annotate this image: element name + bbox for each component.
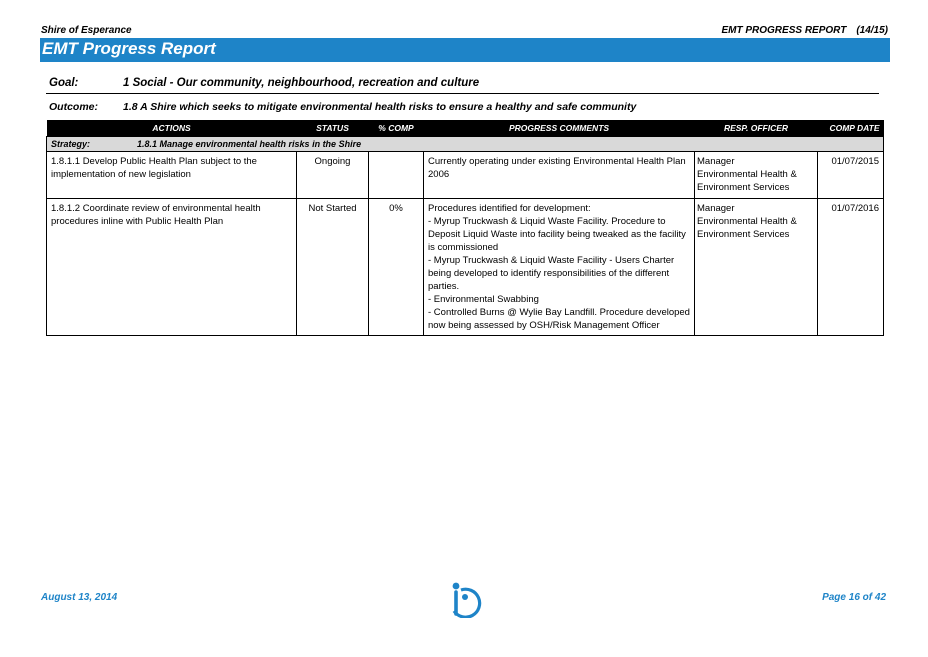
table-row [47, 199, 884, 336]
action-cell: 1.8.1.1 Develop Public Health Plan subject to the implementation of new legislation [47, 152, 297, 199]
officer-cell: Manager Environmental Health & Environment Services [695, 152, 818, 199]
shire-logo-icon [442, 578, 488, 618]
comp-cell [369, 152, 424, 199]
status-cell: Not Started [297, 199, 369, 336]
strategy-label: Strategy: [51, 139, 91, 149]
strategy-cell [47, 137, 884, 152]
col-header-date: COMP DATE [818, 120, 884, 137]
report-label [721, 25, 888, 36]
comp-cell: 0% [369, 199, 424, 336]
officer-cell: Manager Environmental Health & Environment Services [695, 199, 818, 336]
comments-cell: Procedures identified for development: - Myrup Truckwash & Liquid Waste Facility. Procedure to Deposit Liquid Waste into facility being tweaked as the facility is commissioned - Myrup Truckwash & Liquid Waste Facility - Users Charter being developed to identify responsibilities of the different parties. - Environmental Swabbing - Controlled Burns @ Wylie Bay Landfill. Procedure developed now being assessed by OSH/Risk Management Officer [424, 199, 695, 336]
footer-date: August 13, 2014 [41, 592, 118, 603]
goal-divider [46, 93, 879, 94]
report-label-text: EMT PROGRESS REPORT [721, 25, 847, 36]
page-title: EMT Progress Report [42, 39, 216, 58]
org-name: Shire of Esperance [41, 25, 132, 36]
report-page-fraction: (14/15) [856, 25, 888, 36]
action-cell: 1.8.1.2 Coordinate review of environmental health procedures inline with Public Health Plan [47, 199, 297, 336]
col-header-comments: PROGRESS COMMENTS [424, 120, 695, 137]
date-cell: 01/07/2016 [818, 199, 884, 336]
table-row [47, 152, 884, 199]
col-header-comp: % COMP [369, 120, 424, 137]
footer-page-number: Page 16 of 42 [822, 592, 886, 603]
col-header-status: STATUS [297, 120, 369, 137]
goal-label: Goal: [49, 77, 79, 89]
outcome-label: Outcome: [49, 101, 99, 113]
title-banner [40, 38, 890, 62]
comments-cell: Currently operating under existing Environmental Health Plan 2006 [424, 152, 695, 199]
strategy-text: 1.8.1 Manage environmental health risks in the Shire [137, 139, 362, 149]
goal-text: 1 Social - Our community, neighbourhood, recreation and culture [123, 77, 480, 89]
status-cell: Ongoing [297, 152, 369, 199]
strategy-row [47, 137, 884, 152]
goal-line [49, 77, 479, 89]
outcome-text: 1.8 A Shire which seeks to mitigate environmental health risks to ensure a healthy and safe community [123, 101, 637, 113]
date-cell: 01/07/2015 [818, 152, 884, 199]
table-header-row [47, 120, 884, 137]
progress-table [46, 120, 884, 336]
col-header-actions: ACTIONS [47, 120, 297, 137]
outcome-line [49, 101, 636, 113]
col-header-officer: RESP. OFFICER [695, 120, 818, 137]
